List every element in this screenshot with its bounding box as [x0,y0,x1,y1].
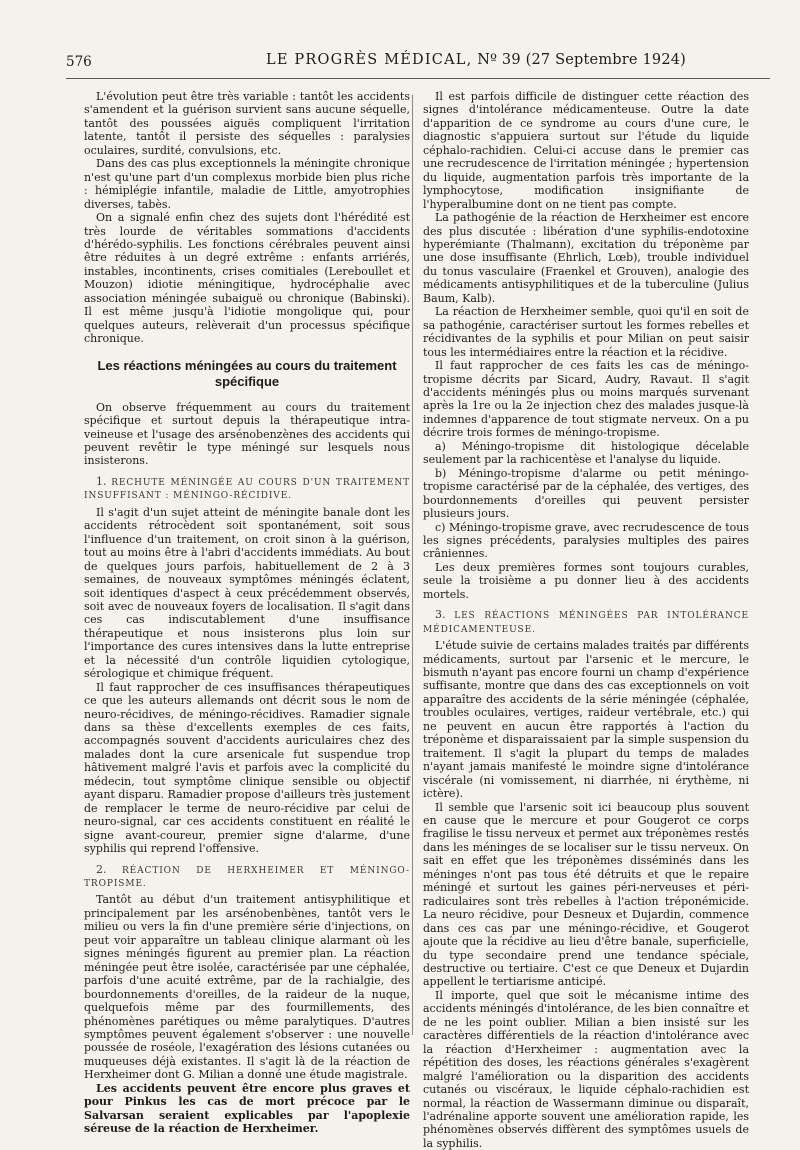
paragraph: Les accidents peuvent être encore plus graves et pour Pinkus les cas de mort précoce par le Salvarsan seraient explicables par l'apoplexie séreuse de la réaction de Herxheimer. [84,1081,410,1136]
right-column [423,90,749,1150]
paragraph: Tantôt au début d'un traitement antisyphilitique et principalement par les arsénobenbènes, tantôt vers le milieu ou vers la fin d'une première série d'injections, on peut voir apparaître un tableau clinique alarmant où les signes méningés figurent au premier plan. La réaction méningée peut être isolée, caractérisée par une céphalée, parfois d'une acuité extrême, par de la rachialgie, des bourdonnements d'oreilles, de la raideur de la nuque, quelquefois même par des fourmillements, des phénomènes parétiques ou même paralytiques. D'autres symptômes peuvent également s'observer : une nouvelle poussée de roséole, l'exagération des lésions cutanées ou muqueuses déjà existantes. Il s'agit là de la réaction de Herxheimer dont G. Milian a donné une étude magistrale. [84,893,410,1082]
paragraph: La réaction de Herxheimer semble, quoi qu'il en soit de sa pathogénie, caractériser surtout les formes rebelles et récidivantes de la syphilis et pour Milian on peut saisir tous les intermédiaires entre la réaction et la récidive. [423,305,749,359]
subsection-heading [84,863,410,892]
paragraph: Il semble que l'arsenic soit ici beaucoup plus souvent en cause que le mercure et pour Gougerot ce corps fragilise le tissu nerveux et permet aux tréponèmes restés dans les méninges de se localiser sur le tissu nerveux. On sait en effet que les tréponèmes disséminés dans les méninges n'ont pas tous été détruits et que le repaire méningé et surtout les gaines péri-nerveuses et péri-radiculaires sont très rebelles à l'action tréponémicide. La neuro récidive, pour Desneux et Dujardin, commence dans ces cas par une méningo-récidive, et Gougerot ajoute que la récidive au lieu d'être banale, superficielle, du type secondaire prend une tendance spéciale, destructive ou tertiaire. C'est ce que Deneux et Dujardin appellent le tertiarisme anticipé. [423,800,749,989]
paragraph: Les deux premières formes sont toujours curables, seule la troisième a pu donner lieu à des accidents mortels. [423,560,749,601]
left-column [84,90,410,1136]
section-heading: Les réactions méningées au cours du traitement spécifique [97,357,397,390]
paragraph: On observe fréquemment au cours du traitement spécifique et surtout depuis la thérapeutique intra-veineuse et l'usage des arsénobenzènes des accidents qui peuvent revêtir le type méningé sur lesquels nous insisterons. [84,400,410,468]
paragraph: Dans des cas plus exceptionnels la méningite chronique n'est qu'une part d'un complexus morbide bien plus riche : hémiplégie infantile, maladie de Little, amyotrophies diverses, tabès. [84,157,410,211]
list-item: a) Méningo-tropisme dit histologique décelable seulement par la rachicentèse et l'analyse du liquide. [423,439,749,467]
list-item: b) Méningo-tropisme d'alarme ou petit méningo-tropisme caractérisé par de la céphalée, des vertiges, des bourdonnements d'oreilles qui peuvent persister plusieurs jours. [423,466,749,521]
paragraph: Il s'agit d'un sujet atteint de méningite banale dont les accidents rétrocèdent soit spontanément, soit sous l'influence d'un traitement, on croit sinon à la guérison, tout au moins être à l'abri d'accidents immédiats. Au bout de quelques jours parfois, habituellement de 2 à 3 semaines, de nouveaux symptômes méningés éclatent, soit identiques d'aspect à ceux précédemment observés, soit avec de nouveaux foyers de localisation. Il s'agit dans ces cas indiscutablement d'une insuffisance thérapeutique et nous insisterons plus loin sur l'importance des cures intensives dans la lutte entreprise et la nécessité d'un contrôle liquidien cytologique, sérologique et chimique fréquent. [84,505,410,681]
paragraph: L'étude suivie de certains malades traités par différents médicaments, surtout par l'arsenic et le mercure, le bismuth n'ayant pas encore fourni un champ d'expérience suffisante, montre que dans des cas exceptionnels on voit apparaître des accidents de la série méningée (céphalée, troubles oculaires, vertiges, raideur vertébrale, etc.) qui ne peuvent en aucun être rapportés à l'action du tréponème et disparaissaient par la simple suspension du traitement. Il s'agit la plupart du temps de malades n'ayant jamais manifesté le moindre signe d'intolérance viscérale (ni vomissement, ni diarrhée, ni érythème, ni ictère). [423,639,749,801]
issue-date: (27 Septembre 1924) [525,52,687,68]
subsection-number: 1. [96,474,107,488]
paragraph: On a signalé enfin chez des sujets dont l'hérédité est très lourde de véritables sommations d'accidents d'hérédo-syphilis. Les fonctions cérébrales peuvent ainsi être réduites à un degré extrême : enfants arriérés, instables, incontinents, crises comitiales (Lereboullet et Mouzon) idiotie méningitique, hydrocéphalie avec association méningée subaiguë ou chronique (Babinski). Il est même jusqu'à l'idiotie mongolique qui, pour quelques auteurs, relèverait d'un processus spécifique chronique. [84,211,410,346]
paragraph: Il faut rapprocher de ces insuffisances thérapeutiques ce que les auteurs allemands ont décrit sous le nom de neuro-récidives, de méningo-récidives. Ramadier signale dans sa thèse d'excellents exemples de ces faits, accompagnés souvent d'accidents auriculaires chez des malades dont la cure arsenicale fut suspendue trop hâtivement malgré l'avis et parfois avec la complicité du médecin, tout symptôme clinique sensible ou objectif ayant disparu. Ramadier propose d'ailleurs très justement de remplacer le terme de neuro-récidive par celui de neuro-signal, car ces accidents constituent en réalité le signe avant-coureur, premier signe d'alarme, d'une syphilis qui reprend l'offensive. [84,680,410,856]
subsection-title: LES RÉACTIONS MÉNINGÉES PAR INTOLÉRANCE MÉDICAMENTEUSE. [423,611,749,635]
subsection-number: 2. [96,862,107,876]
paragraph: La pathogénie de la réaction de Herxheimer est encore des plus discutée : libération d'une syphilis-endotoxine hyperémiante (Thalmann), excitation du tréponème par une dose insuffisante (Ehrlich, Lœb), trouble individuel du tonus vasculaire (Fraenkel et Grouven), analogie des médicaments antisyphilitiques et de la tuberculine (Julius Baum, Kalb). [423,211,749,305]
subsection-heading [84,475,410,504]
paragraph: Il est parfois difficile de distinguer cette réaction des signes d'intolérance médicamenteuse. Outre la date d'apparition de ce syndrome au cours d'une cure, le diagnostic s'appuiera surtout sur l'étude du liquide céphalo-rachidien. Celui-ci accuse dans le premier cas une recrudescence de l'irritation méningée ; hypertension du liquide, augmentation parfois très importante de la lymphocytose, modification insignifiante de l'hyperalbumine dont on ne tient pas compte. [423,90,749,211]
paragraph: L'évolution peut être très variable : tantôt les accidents s'amendent et la guérison survient sans aucune séquelle, tantôt des poussées aiguës compliquent l'irritation latente, tantôt il persiste des séquelles : paralysies oculaires, surdité, convulsions, etc. [84,90,410,157]
list-item: c) Méningo-tropisme grave, avec recrudescence de tous les signes précédents, paralysies multiples des paires crâniennes. [423,520,749,561]
subsection-title: RECHUTE MÉNINGÉE AU COURS D'UN TRAITEMENT INSUFFISANT : MÉNINGO-RÉCIDIVE. [84,477,410,502]
subsection-number: 3. [435,608,446,622]
running-title [266,52,686,68]
paragraph: Il faut rapprocher de ces faits les cas de méningo-tropisme décrits par Sicard, Audry, Ravaut. Il s'agit d'accidents méningés plus ou moins marqués survenant après la 1re ou la 2e injection chez des malades jusque-là indemnes d'apparence de tout stigmate nerveux. On a pu décrire trois formes de méningo-tropisme. [423,359,749,440]
subsection-title: RÉACTION DE HERXHEIMER ET MÉNINGO-TROPISME. [84,865,410,890]
subsection-heading [423,608,749,637]
page-number: 576 [66,54,92,70]
paragraph: Il importe, quel que soit le mécanisme intime des accidents méningés d'intolérance, de les bien connaître et de ne les point oublier. Milian a bien insisté sur les caractères différentiels de la réaction d'intolérance avec la réaction d'Herxheimer : augmentation avec la répétition des doses, les réactions générales s'exagèrent malgré l'amélioration ou la disparition des accidents cutanés ou viscéraux, le liquide céphalo-rachidien est normal, la réaction de Wassermann diminue ou disparaît, l'adrénaline apporte souvent une amélioration rapide, les phénomènes observés diffèrent des symptômes usuels de la syphilis. [423,988,749,1150]
journal-title: LE PROGRÈS MÉDICAL, [266,52,473,68]
issue-number: Nº 39 [477,52,521,68]
page-header [66,50,770,79]
column-divider [412,95,413,1035]
